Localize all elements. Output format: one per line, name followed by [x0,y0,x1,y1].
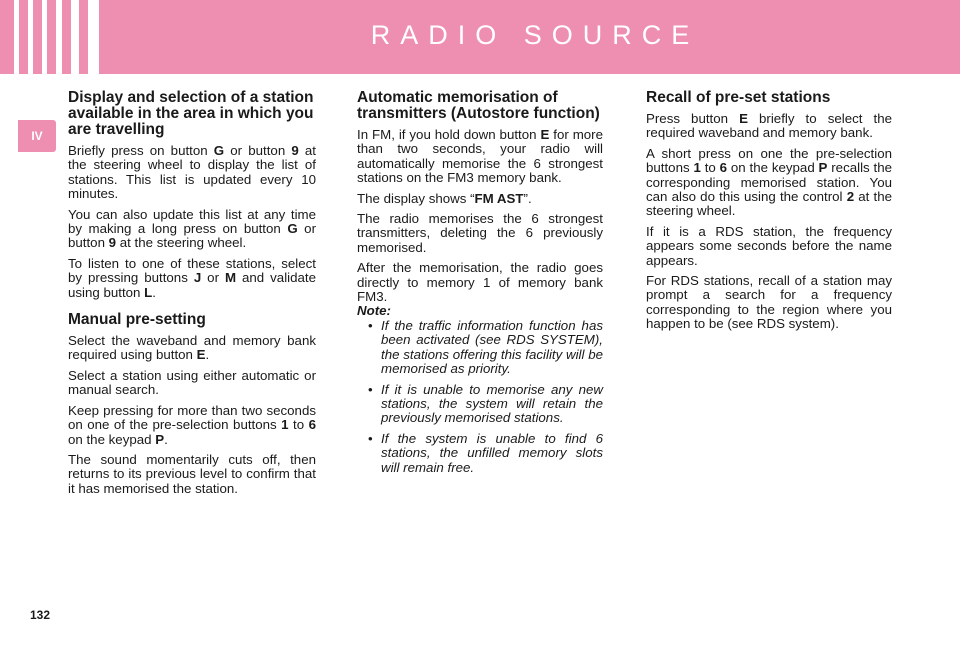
page-header [0,0,960,74]
paragraph: In FM, if you hold down button E for more than two seconds, your radio will automatically memorise the 6 strongest stations on the FM3 memory bank. [357,127,604,186]
paragraph: The sound momentarily cuts off, then returns to its previous level to confirm that it has memorised the station. [68,451,316,496]
button-reference: P [155,431,165,447]
button-reference: 9 [108,235,117,251]
section-heading-recall: Recall of pre-set stations [646,89,831,106]
header-stripe [14,0,19,74]
paragraph: After the memorisation, the radio goes directly to memory 1 of memory bank FM3. [357,260,603,305]
note-item: • If the traffic information function has been activated (see RDS SYSTEM), the stations offering this facility will be memorised as priority. [357,319,603,377]
note-label: Note: [357,303,391,319]
note-item: • If it is unable to memorise any new stations, the system will retain the previously memorised stations. [357,383,603,426]
paragraph: Press button E briefly to select the required waveband and memory bank. [646,111,892,141]
paragraph: A short press on one the pre-selection buttons 1 to 6 on the keypad P recalls the corresponding memorised station. You can also do this using the control 2 at the steering wheel. [646,145,893,219]
button-reference: 1 [281,417,289,433]
header-stripe [42,0,47,74]
paragraph: Select the waveband and memory bank required using button E. [68,333,316,363]
column-3 [646,90,892,338]
paragraph: For RDS stations, recall of a station may prompt a search for a frequency corresponding to the region where you happen to be (see RDS system). [646,273,892,332]
button-reference: FM AST [474,190,524,206]
page-title: RADIO SOURCE [370,20,700,50]
paragraph: The display shows “FM AST”. [357,190,532,206]
button-reference: 9 [291,143,299,158]
button-reference: L [144,284,153,300]
column-2 [357,90,603,481]
header-stripe [56,0,62,74]
button-reference: E [540,127,550,142]
page-number: 132 [30,608,51,622]
button-reference: 6 [719,160,728,176]
button-reference: G [287,221,298,237]
chapter-tab: IV [18,120,56,152]
paragraph: Briefly press on button G or button 9 at the steering wheel to display the list of stations. This list is updated every 10 minutes. [68,143,316,202]
button-reference: E [739,111,748,126]
button-reference: 6 [308,417,316,433]
paragraph: Keep pressing for more than two seconds on one of the pre-selection buttons 1 to 6 on the keypad P. [68,402,316,447]
button-reference: P [818,160,828,176]
section-heading-autostore: Automatic memorisation of transmitters (Autostore function) [357,89,600,122]
header-stripe [88,0,99,74]
button-reference: E [196,347,206,363]
section-heading-display-selection: Display and selection of a station available in the area in which you are travelling [68,89,314,138]
note-list [357,319,603,475]
paragraph: To listen to one of these stations, select by pressing buttons J or M and validate using button L. [68,255,316,300]
button-reference: 2 [846,189,855,205]
button-reference: 1 [693,160,701,176]
header-stripe [71,0,79,74]
note-item: • If the system is unable to find 6 stations, the unfilled memory slots will remain free. [357,432,603,475]
paragraph: If it is a RDS station, the frequency appears some seconds before the name appears. [646,223,892,268]
paragraph: Select a station using either automatic or manual search. [68,367,316,398]
button-reference: J [193,270,202,286]
header-stripe [28,0,33,74]
paragraph: The radio memorises the 6 strongest transmitters, deleting the 6 previously memorised. [357,211,603,255]
button-reference: M [224,270,237,286]
column-1 [68,90,316,502]
section-heading-manual-presetting: Manual pre-setting [68,311,206,329]
paragraph: You can also update this list at any time by making a long press on button G or button 9 at the steering wheel. [68,206,316,251]
button-reference: G [213,143,225,158]
